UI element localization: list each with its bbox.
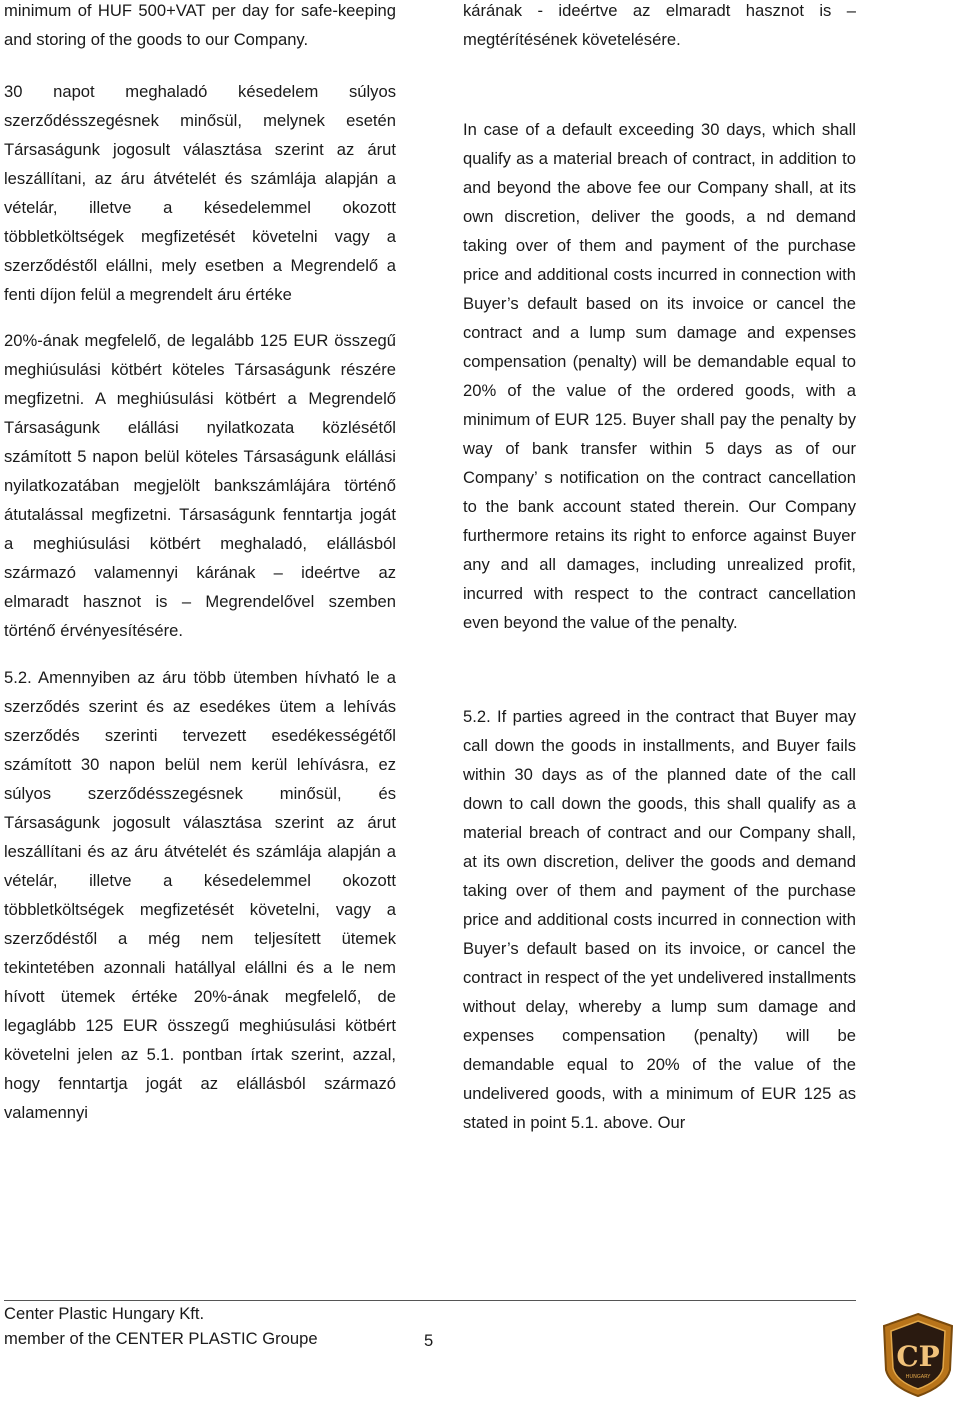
company-logo-badge (880, 1312, 956, 1398)
logo-caption: HUNGARY (905, 1374, 931, 1380)
right-paragraph-1: kárának - ideértve az elmaradt hasznot is – megtérítésének követelésére. (463, 1, 856, 49)
page-number: 5 (424, 1331, 434, 1350)
footer-company-name: Center Plastic Hungary Kft. (4, 1304, 205, 1323)
left-paragraph-4: 5.2. Amennyiben az áru több ütemben hívható le a szerződés szerint és az esedékes ütem a lehívás szerződés szerinti tervezett esedékességétől számított 30 napon belül nem kerül lehívásra, ez súlyos szerződésszegésnek minősül, és Társaságunk jogosult választása szerint az árut leszállítani és az áru átvételét és számlája alapján a vételár, illetve a késedelemmel okozott többletköltségek megfizetését követelni, vagy a szerződéstől a még nem teljesített ütemek tekintetében azonnali hatállyal elállni és a le nem hívott ütemek értéke 20%-ának megfelelő, de legaglább 125 EUR összegű meghiúsulási kötbért követelni jelen az 5.1. pontban írtak szerint, azzal, hogy fenntartja jogát az elállásból származó valamennyi (4, 668, 396, 1122)
right-column-english (463, 0, 856, 1137)
left-paragraph-3: 20%-ának megfelelő, de legalább 125 EUR összegű meghiúsulási kötbért köteles Társaságunk részére megfizetni. A meghiúsulási kötbért a Megrendelő Társaságunk elállási nyilatkozata közlésétől számított 5 napon belül köteles Társaságunk elállási nyilatkozatában megjelölt bankszámlájára történő átutalással megfizetni. Társaságunk fenntartja jogát a meghiúsulási kötbért meghaladó, elállásból származó valamennyi kárának – ideértve az elmaradt hasznot is – Megrendelővel szemben történő érvényesítésére. (4, 331, 396, 640)
footer (4, 1301, 318, 1351)
footer-group-line: member of the CENTER PLASTIC Groupe (4, 1329, 318, 1348)
left-paragraph-1: minimum of HUF 500+VAT per day for safe-keeping and storing of the goods to our Company. (4, 1, 396, 49)
left-paragraph-2: 30 napot meghaladó késedelem súlyos szerződésszegésnek minősül, melynek esetén Társaságunk jogosult választása szerint az árut leszállítani, az áru átvételét és számlája alapján a vételár, illetve a késedelemmel okozott többletköltségek megfizetését követelni vagy a szerződéstől elállni, mely esetben a Megrendelő a fenti díjon felül a megrendelt áru értéke (4, 82, 396, 304)
left-column-hungarian (4, 0, 396, 1127)
right-paragraph-2: In case of a default exceeding 30 days, which shall qualify as a material breach of contract, in addition to and beyond the above fee our Company shall, at its own discretion, deliver the goods, a nd demand taking over of them and payment of the purchase price and additional costs incurred in connection with Buyer’s default based on its invoice or cancel the contract and a lump sum damage and expenses compensation (penalty) will be demandable equal to 20% of the value of the ordered goods, with a minimum of EUR 125. Buyer shall pay the penalty by way of bank transfer within 5 days as of our Company’ s notification on the contract cancellation to the bank account stated therein. Our Company furthermore retains its right to enforce against Buyer any and all damages, including unrealized profit, incurred with respect to the contract cancellation even beyond the value of the penalty. (463, 120, 856, 632)
logo-monogram: CP (896, 1340, 940, 1373)
right-paragraph-3: 5.2. If parties agreed in the contract that Buyer may call down the goods in installments, and Buyer fails within 30 days as of the planned date of the call down to call down the goods, this shall qualify as a material breach of contract and our Company shall, at its own discretion, deliver the goods and demand taking over of them and payment of the purchase price and additional costs incurred in connection with Buyer’s default based on its invoice, or cancel the contract in respect of the yet undelivered installments without delay, whereby a lump sum damage and expenses compensation (penalty) will be demandable equal to 20% of the value of the undelivered goods, with a minimum of EUR 125 as stated in point 5.1. above. Our (463, 707, 856, 1132)
